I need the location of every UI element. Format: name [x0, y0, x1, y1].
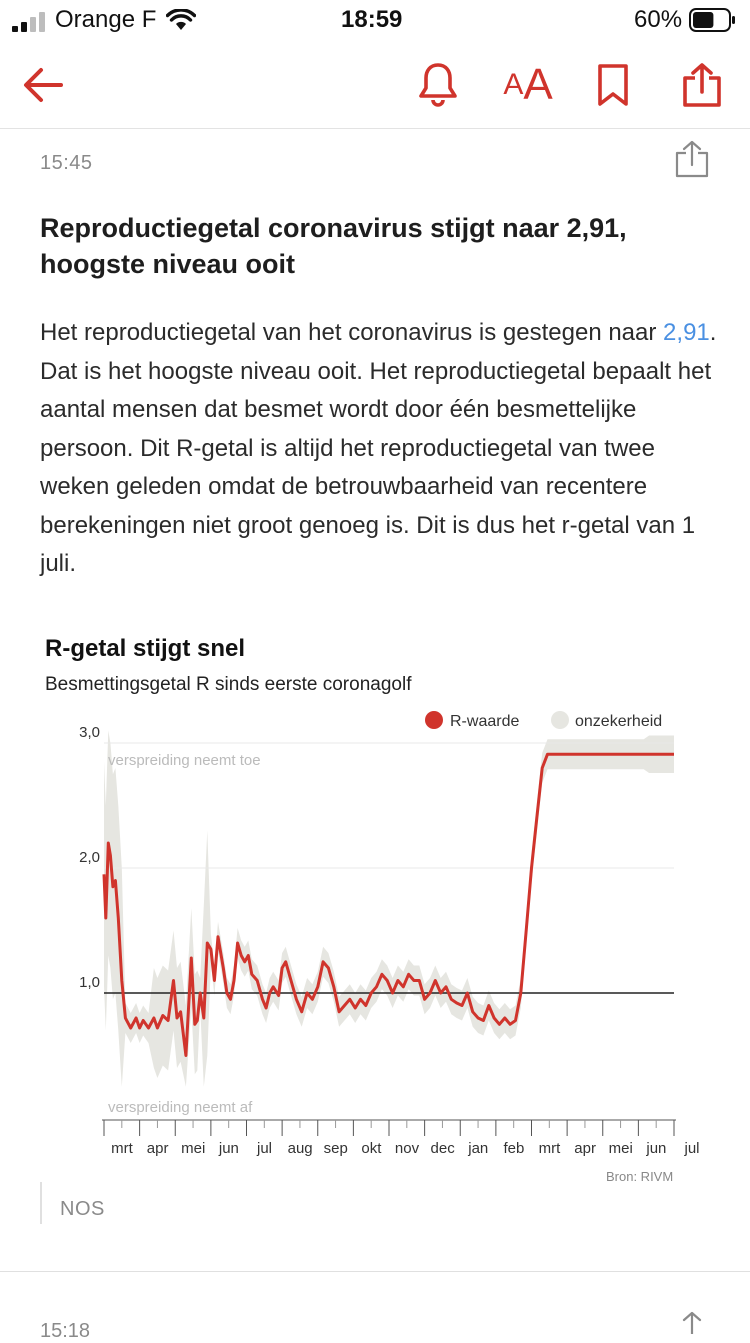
share-icon: [681, 62, 723, 108]
text-size-big-label: A: [523, 60, 553, 109]
x-tick-label-7: okt: [361, 1140, 382, 1157]
x-tick-label-9: dec: [430, 1140, 455, 1157]
clock: 18:59: [341, 6, 403, 33]
status-bar: [0, 0, 750, 44]
article-timestamp: 15:45: [40, 152, 93, 174]
source-label: NOS: [60, 1198, 105, 1220]
y-tick-label-1: 2,0: [79, 849, 100, 866]
legend-r-value-swatch: [425, 711, 443, 729]
carrier-name: Orange F: [55, 6, 157, 33]
chart-subtitle: Besmettingsgetal R sinds eerste coronagolf: [45, 674, 412, 695]
x-tick-label-10: jan: [468, 1140, 489, 1157]
x-tick-label-1: apr: [146, 1140, 169, 1157]
uncertainty-band: [104, 731, 674, 1087]
bell-icon: [417, 61, 459, 109]
battery-fill: [693, 12, 713, 28]
r-value-line: [104, 754, 674, 1055]
chart-title: R-getal stijgt snel: [45, 635, 246, 662]
battery-percentage: 60%: [634, 6, 683, 33]
x-tick-label-14: mei: [608, 1140, 633, 1157]
x-tick-label-5: aug: [287, 1140, 313, 1157]
x-tick-label-12: mrt: [538, 1140, 561, 1157]
item-divider: [0, 1271, 750, 1272]
y-tick-label-0: 1,0: [79, 974, 100, 991]
plot-area: [79, 724, 699, 1157]
legend-uncertainty-label: onzekerheid: [575, 713, 663, 730]
text-size-small-label: A: [503, 68, 524, 101]
body-text-start: Het reproductiegetal van het coronavirus is gestegen naar: [40, 319, 664, 346]
x-tick-label-15: jun: [646, 1140, 667, 1157]
next-item-share-icon[interactable]: [674, 1310, 710, 1334]
article-body: [40, 314, 720, 584]
x-tick-label-6: sep: [323, 1140, 348, 1157]
body-text-end: . Dat is het hoogste niveau ooit. Het reproductiegetal bepaalt het aantal mensen dat besmet wordt door één besmettelijke persoon. Dit R-getal is altijd het reproductiegetal van twee weken geleden omdat de betrouwbaarheid van recentere berekeningen niet groot genoeg is. Dit is dus het r-getal van 1 juli.: [40, 319, 717, 577]
battery-icon: [689, 8, 737, 32]
cellular-signal-icon: [12, 12, 48, 32]
article-toolbar: [0, 44, 750, 129]
source-attribution: [40, 1182, 105, 1224]
x-tick-label-11: feb: [503, 1140, 525, 1157]
x-tick-label-13: apr: [574, 1140, 596, 1157]
back-button[interactable]: [16, 58, 70, 112]
chart-source: Bron: RIVM: [606, 1169, 674, 1184]
x-tick-label-8: nov: [394, 1140, 420, 1157]
article-title: Reproductiegetal coronavirus stijgt naar 2,91, hoogste niveau ooit: [40, 213, 627, 279]
y-tick-label-2: 3,0: [79, 724, 100, 741]
bookmark-button[interactable]: [586, 58, 640, 112]
wifi-icon: [166, 9, 196, 31]
text-size-button[interactable]: [498, 58, 558, 112]
annotation-decrease: verspreiding neemt af: [108, 1099, 253, 1116]
notification-button[interactable]: [411, 58, 465, 112]
legend-uncertainty-swatch: [551, 711, 569, 729]
arrow-left-icon: [23, 67, 63, 103]
x-tick-label-16: jul: [684, 1140, 700, 1157]
bookmark-icon: [595, 63, 631, 107]
x-tick-label-0: mrt: [111, 1140, 133, 1157]
x-tick-label-2: mei: [181, 1140, 206, 1157]
legend-r-value-label: R-waarde: [450, 713, 520, 730]
r-value-link[interactable]: 2,91: [663, 319, 710, 346]
r-value-chart: [30, 620, 720, 1190]
article-share-icon[interactable]: [674, 139, 710, 179]
x-tick-label-3: jun: [218, 1140, 239, 1157]
x-tick-label-4: jul: [256, 1140, 273, 1157]
share-button[interactable]: [675, 58, 729, 112]
annotation-increase: verspreiding neemt toe: [108, 752, 261, 769]
next-item-timestamp: 15:18: [40, 1320, 91, 1342]
